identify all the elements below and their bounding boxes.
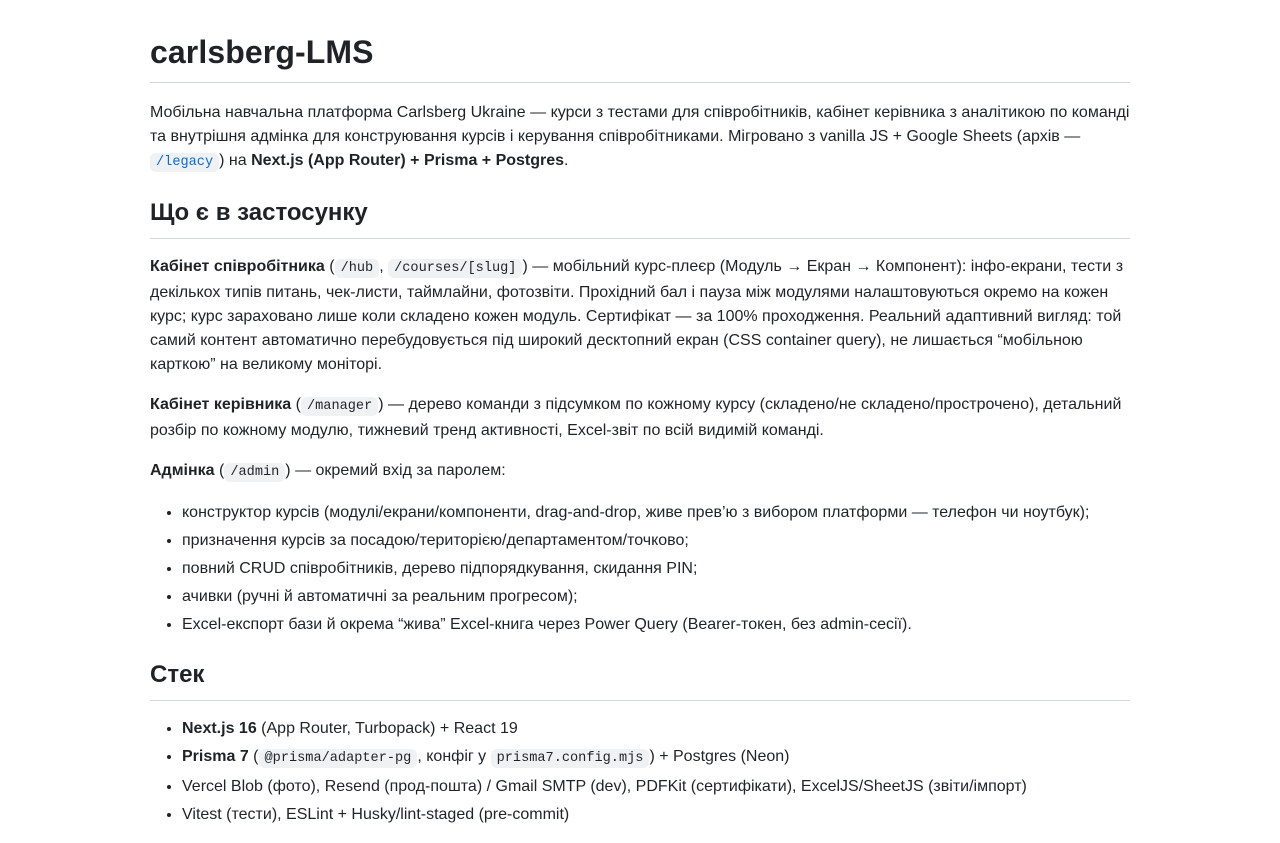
stack-nextjs-text: (App Router, Turbopack) + React 19 [256, 720, 518, 737]
admin-label: Адмінка [150, 462, 215, 479]
list-item: • Vercel Blob (фото), Resend (прод-пошта) / Gmail SMTP (dev), PDFKit (сертифікати), ExcelJS/SheetJS (звіти/імпорт) [182, 775, 1130, 799]
list-item: • ачивки (ручні й автоматичні за реальним прогресом); [182, 585, 1130, 609]
intro-text-2: ) на [219, 152, 252, 169]
admin-features-list [150, 501, 1130, 637]
hub-code: /hub [335, 259, 380, 278]
stack-prisma-text: ) + Postgres (Neon) [649, 748, 790, 765]
intro-stack-bold: Next.js (App Router) + Prisma + Postgres [251, 152, 565, 169]
list-item: • конструктор курсів (модулі/екрани/компоненти, drag-and-drop, живе прев’ю з вибором платформи — телефон чи ноутбук); [182, 501, 1130, 525]
features-heading: Що є в застосунку [150, 195, 1130, 239]
admin-text: ) — окремий вхід за паролем: [285, 462, 506, 479]
manager-code: /manager [301, 397, 378, 416]
manager-paragraph [150, 393, 1130, 443]
stack-heading: Стек [150, 657, 1130, 701]
legacy-code: /legacy [150, 153, 219, 172]
list-item: • Vitest (тести), ESLint + Husky/lint-staged (pre-commit) [182, 803, 1130, 827]
list-item [182, 745, 1130, 771]
stack-prisma-mid: , конфіг у [417, 748, 491, 765]
admin-paragraph [150, 459, 1130, 485]
list-item: • Excel-експорт бази й окрема “жива” Excel-книга через Power Query (Bearer-токен, без admin-сесії). [182, 613, 1130, 637]
stack-nextjs: Next.js 16 [182, 720, 257, 737]
courses-code: /courses/[slug] [388, 259, 522, 278]
list-item: • повний CRUD співробітників, дерево підпорядкування, скидання PIN; [182, 557, 1130, 581]
stack-prisma: Prisma 7 [182, 748, 249, 765]
employee-sep: , [379, 258, 389, 275]
manager-open: ( [291, 396, 301, 413]
legacy-link[interactable] [150, 152, 219, 169]
config-code: prisma7.config.mjs [491, 749, 650, 768]
employee-label: Кабінет співробітника [150, 258, 325, 275]
admin-code: /admin [224, 463, 285, 482]
employee-open: ( [324, 258, 335, 275]
stack-list [150, 717, 1130, 827]
intro-paragraph [150, 101, 1130, 175]
intro-text-3: . [564, 152, 569, 169]
list-item: • призначення курсів за посадою/територією/департаментом/точково; [182, 529, 1130, 553]
readme-content [150, 26, 1130, 843]
employee-text: ) — мобільний курс-плеєр (Модуль → Екран → Компонент): інфо-екрани, тести з декількох типів питань, чек-листи, таймлайни, фотозвіти. Прохідний бал і пауза між модулями налаштовуються окремо на кожен курс; курс зараховано лише коли складено кожен модуль. Сертифікат — за 100% проходження. Реальний адаптивний вигляд: той самий контент автоматично перебудовується під широкий десктопний екран (CSS container query), не лишається “мобільною карткою” на великому моніторі. [150, 258, 1124, 373]
manager-text: ) — дерево команди з підсумком по кожному курсу (складено/не складено/прострочено), детальний розбір по кожному модулю, тижневий тренд активності, Excel-звіт по всій видимій команді. [150, 396, 1122, 439]
manager-label: Кабінет керівника [150, 396, 292, 413]
intro-text: Мобільна навчальна платформа Carlsberg Ukraine — курси з тестами для співробітників, кабінет керівника з аналітикою по команді та внутрішня адмінка для конструювання курсів і керування співробітниками. Мігровано з vanilla JS + Google Sheets (архів — [150, 104, 1130, 145]
list-item [182, 717, 1130, 741]
page-title: carlsberg-LMS [150, 26, 1130, 83]
stack-prisma-open: ( [248, 748, 259, 765]
employee-paragraph [150, 255, 1130, 377]
admin-open: ( [214, 462, 225, 479]
adapter-code: @prisma/adapter-pg [259, 749, 418, 768]
